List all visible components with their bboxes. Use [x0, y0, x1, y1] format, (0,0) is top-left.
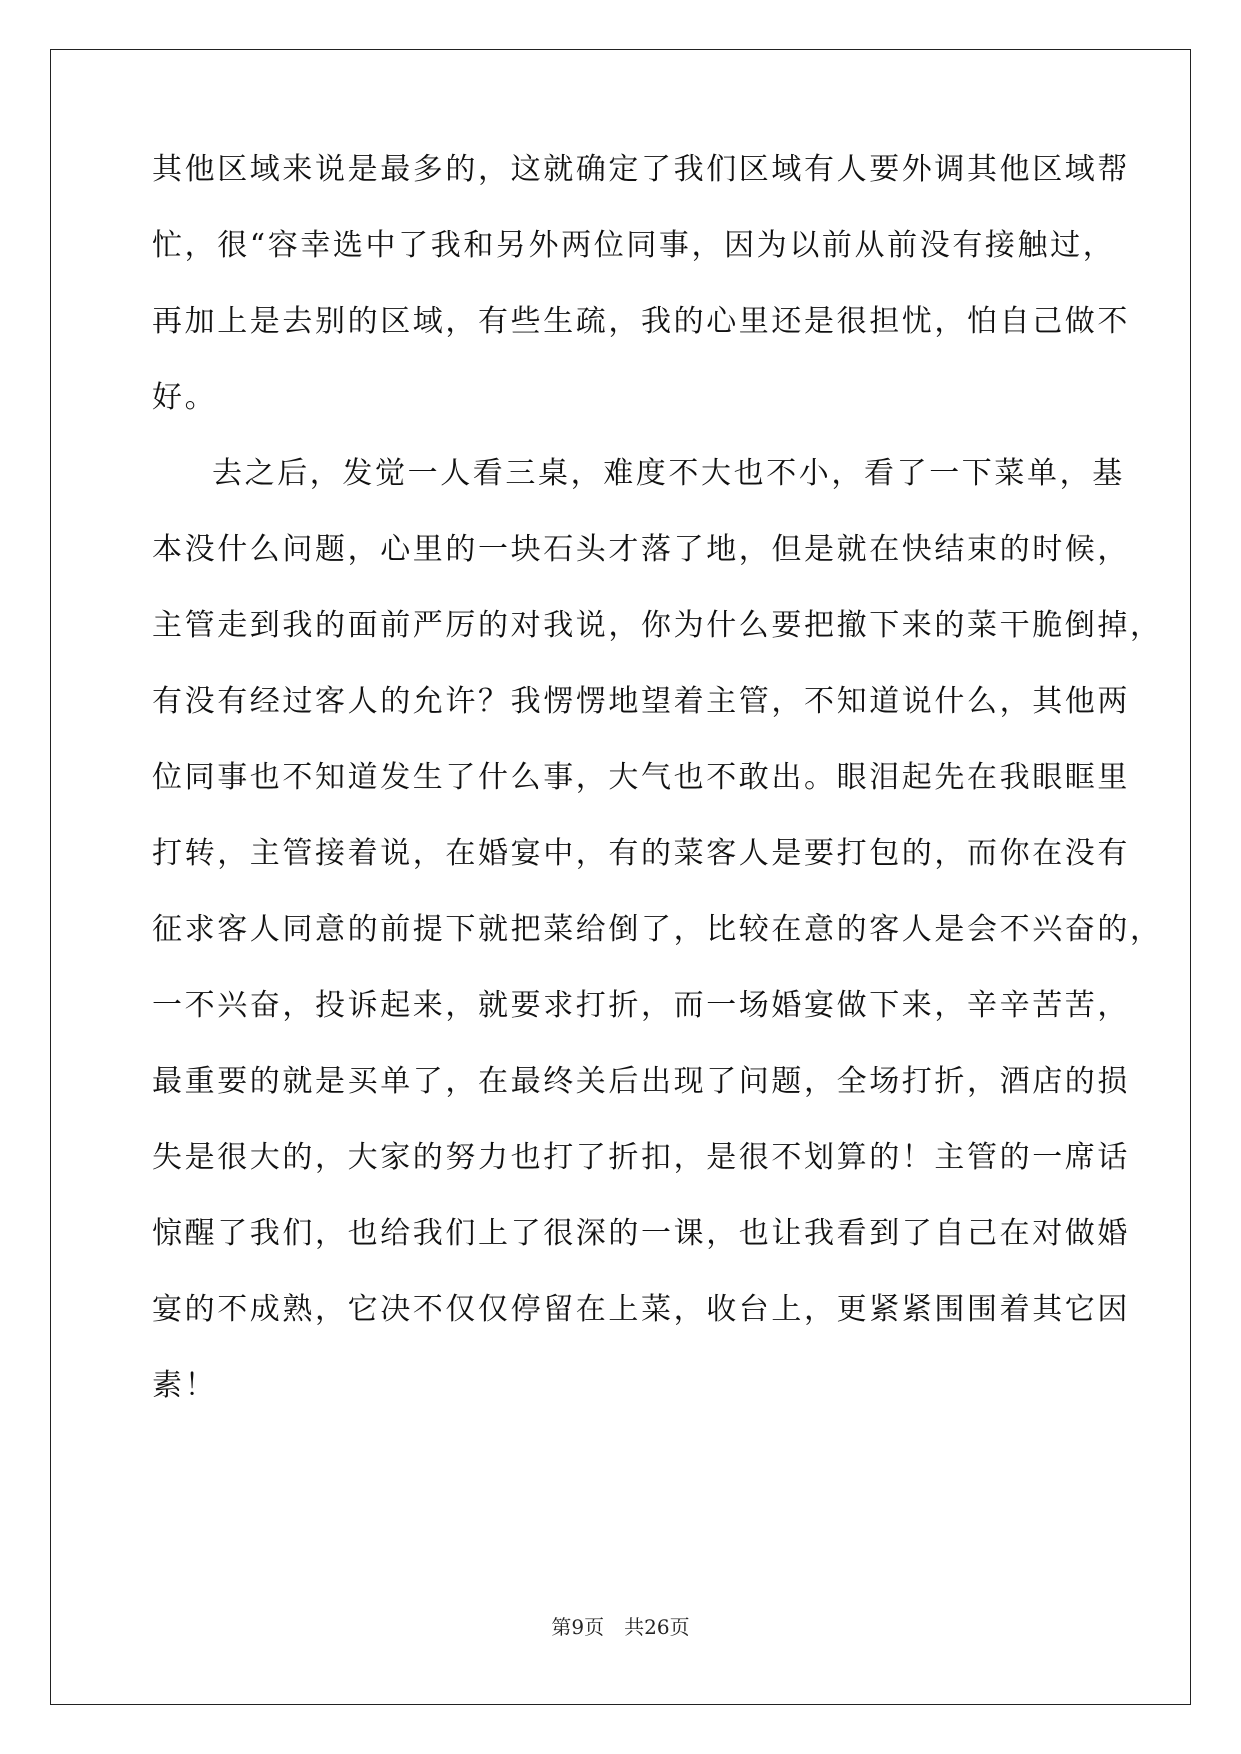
page-number: 第9页 — [551, 1615, 605, 1639]
paragraph-first-line: 去之后，发觉一人看三桌，难度不大也不小，看了一下菜单，基 — [212, 456, 1125, 491]
page-total: 共26页 — [624, 1615, 690, 1639]
text-line: 打转，主管接着说，在婚宴中，有的菜客人是要打包的，而你在没有 — [152, 836, 1130, 871]
text-line: 主管走到我的面前严厉的对我说，你为什么要把撤下来的菜干脆倒掉， — [152, 608, 1163, 643]
text-line: 惊醒了我们，也给我们上了很深的一课，也让我看到了自己在对做婚 — [152, 1216, 1130, 1251]
text-line: 一不兴奋，投诉起来，就要求打折，而一场婚宴做下来，辛辛苦苦， — [152, 988, 1130, 1023]
page-frame — [50, 49, 1191, 1705]
text-line: 好。 — [152, 380, 218, 415]
text-line: 忙，很“容幸选中了我和另外两位同事，因为以前从前没有接触过， — [152, 228, 1116, 263]
text-line: 再加上是去别的区域，有些生疏，我的心里还是很担忧，怕自己做不 — [152, 304, 1130, 339]
text-line: 有没有经过客人的允许？我愣愣地望着主管，不知道说什么，其他两 — [152, 684, 1130, 719]
text-line: 最重要的就是买单了，在最终关后出现了问题，全场打折，酒店的损 — [152, 1064, 1130, 1099]
text-line: 宴的不成熟，它决不仅仅停留在上菜，收台上，更紧紧围围着其它因 — [152, 1292, 1130, 1327]
text-line: 其他区域来说是最多的，这就确定了我们区域有人要外调其他区域帮 — [152, 152, 1130, 187]
text-line: 失是很大的，大家的努力也打了折扣，是很不划算的！主管的一席话 — [152, 1140, 1130, 1175]
page-footer — [0, 1615, 1241, 1639]
text-line: 本没什么问题，心里的一块石头才落了地，但是就在快结束的时候， — [152, 532, 1130, 567]
text-line: 素！ — [152, 1368, 218, 1403]
text-line: 位同事也不知道发生了什么事，大气也不敢出。眼泪起先在我眼眶里 — [152, 760, 1130, 795]
text-line: 征求客人同意的前提下就把菜给倒了，比较在意的客人是会不兴奋的， — [152, 912, 1163, 947]
